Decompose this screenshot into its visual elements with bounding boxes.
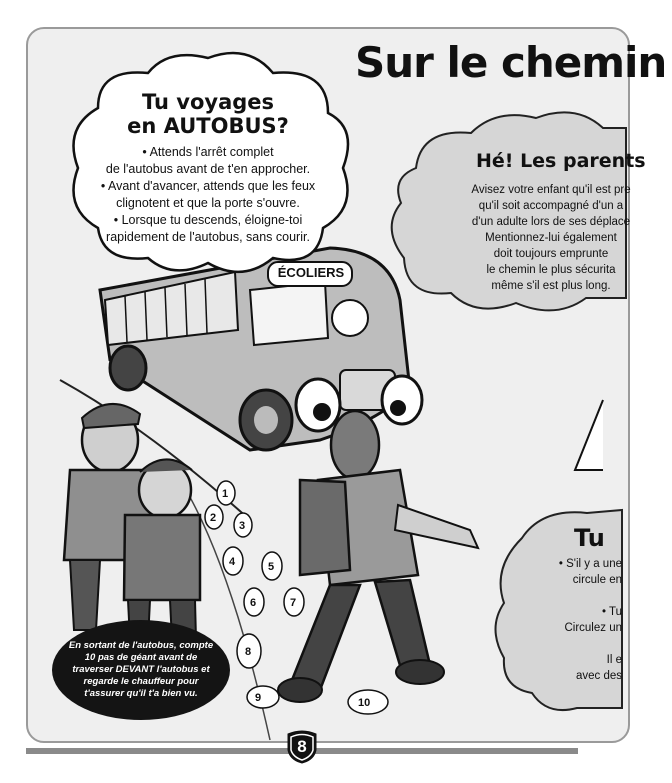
svg-text:3: 3 — [239, 520, 246, 532]
footstep — [244, 588, 264, 616]
cloud-line: • Avant d'avancer, attends que les feux — [100, 179, 316, 193]
footstep — [237, 634, 261, 668]
footstep — [247, 686, 279, 708]
cloud-line: même s'il est plus long. — [491, 280, 611, 292]
svg-text:2: 2 — [210, 512, 217, 524]
svg-text:10: 10 — [358, 697, 371, 709]
children-waiting — [64, 404, 200, 640]
cloud-line — [532, 588, 672, 604]
cloud-line: de l'autobus avant de t'en approcher. — [105, 162, 311, 176]
footstep — [348, 690, 388, 714]
svg-text:4: 4 — [229, 556, 236, 568]
cloud-title-line1: Tu voyages — [141, 90, 275, 114]
cloud-line: • Tu — [601, 606, 622, 618]
svg-text:1: 1 — [222, 488, 229, 500]
svg-text:7: 7 — [290, 597, 297, 609]
cloud-line: Circulez un — [564, 622, 622, 634]
cloud-line: Il e — [606, 654, 622, 666]
cloud-line: • Lorsque tu descends, éloigne-toi — [113, 213, 303, 227]
footstep — [284, 588, 304, 616]
warning-sign-edge — [575, 400, 603, 470]
cloud-line: • Attends l'arrêt complet — [142, 145, 274, 159]
footstep — [205, 505, 223, 529]
footstep — [262, 552, 282, 580]
footstep — [217, 481, 235, 505]
svg-text:5: 5 — [268, 561, 275, 573]
cloud-line: clignotent et que la porte s'ouvre. — [116, 196, 300, 210]
crossing-tip-text: En sortant de l'autobus, compte 10 pas de géant avant de traverser DEVANT l'autobus et regarde le chauffeur pour t'assurer qu'il t'a bien vu. — [68, 640, 214, 699]
svg-text:8: 8 — [245, 646, 252, 658]
cloud-line: le chemin le plus sécurita — [486, 264, 616, 276]
walking-tips-cloud — [492, 498, 622, 718]
page-title: Sur le chemin — [355, 38, 667, 87]
cloud-line: Avisez votre enfant qu'il est pre — [471, 184, 631, 196]
parents-cloud — [386, 98, 646, 314]
cloud-line: Mentionnez-lui également — [485, 232, 617, 244]
crossing-tip-note — [52, 620, 230, 720]
cloud-line — [532, 636, 672, 652]
cloud-line: circule en — [572, 574, 622, 586]
cloud-line: qu'il soit accompagné d'un a — [478, 200, 624, 212]
svg-text:6: 6 — [250, 597, 257, 609]
cloud-line: d'un adulte lors de ses déplace — [471, 216, 631, 228]
cloud-title-line2: en AUTOBUS? — [127, 114, 289, 138]
parents-cloud-title: Hé! Les parents — [476, 150, 646, 172]
footstep — [234, 513, 252, 537]
cloud-line: • S'il y a une — [558, 558, 622, 570]
svg-text:9: 9 — [255, 692, 262, 704]
bus-sign: ÉCOLIERS — [277, 265, 345, 280]
cloud-line: doit toujours emprunte — [493, 248, 609, 260]
footstep — [223, 547, 243, 575]
page-number-badge — [286, 730, 318, 764]
cloud-line: rapidement de l'autobus, sans courir. — [106, 230, 310, 244]
page-number: 8 — [297, 737, 307, 756]
bus-safety-cloud — [58, 48, 358, 280]
cloud-line: avec des — [575, 670, 622, 682]
walking-child — [278, 411, 478, 702]
walking-tips-title: Tu — [574, 524, 605, 552]
